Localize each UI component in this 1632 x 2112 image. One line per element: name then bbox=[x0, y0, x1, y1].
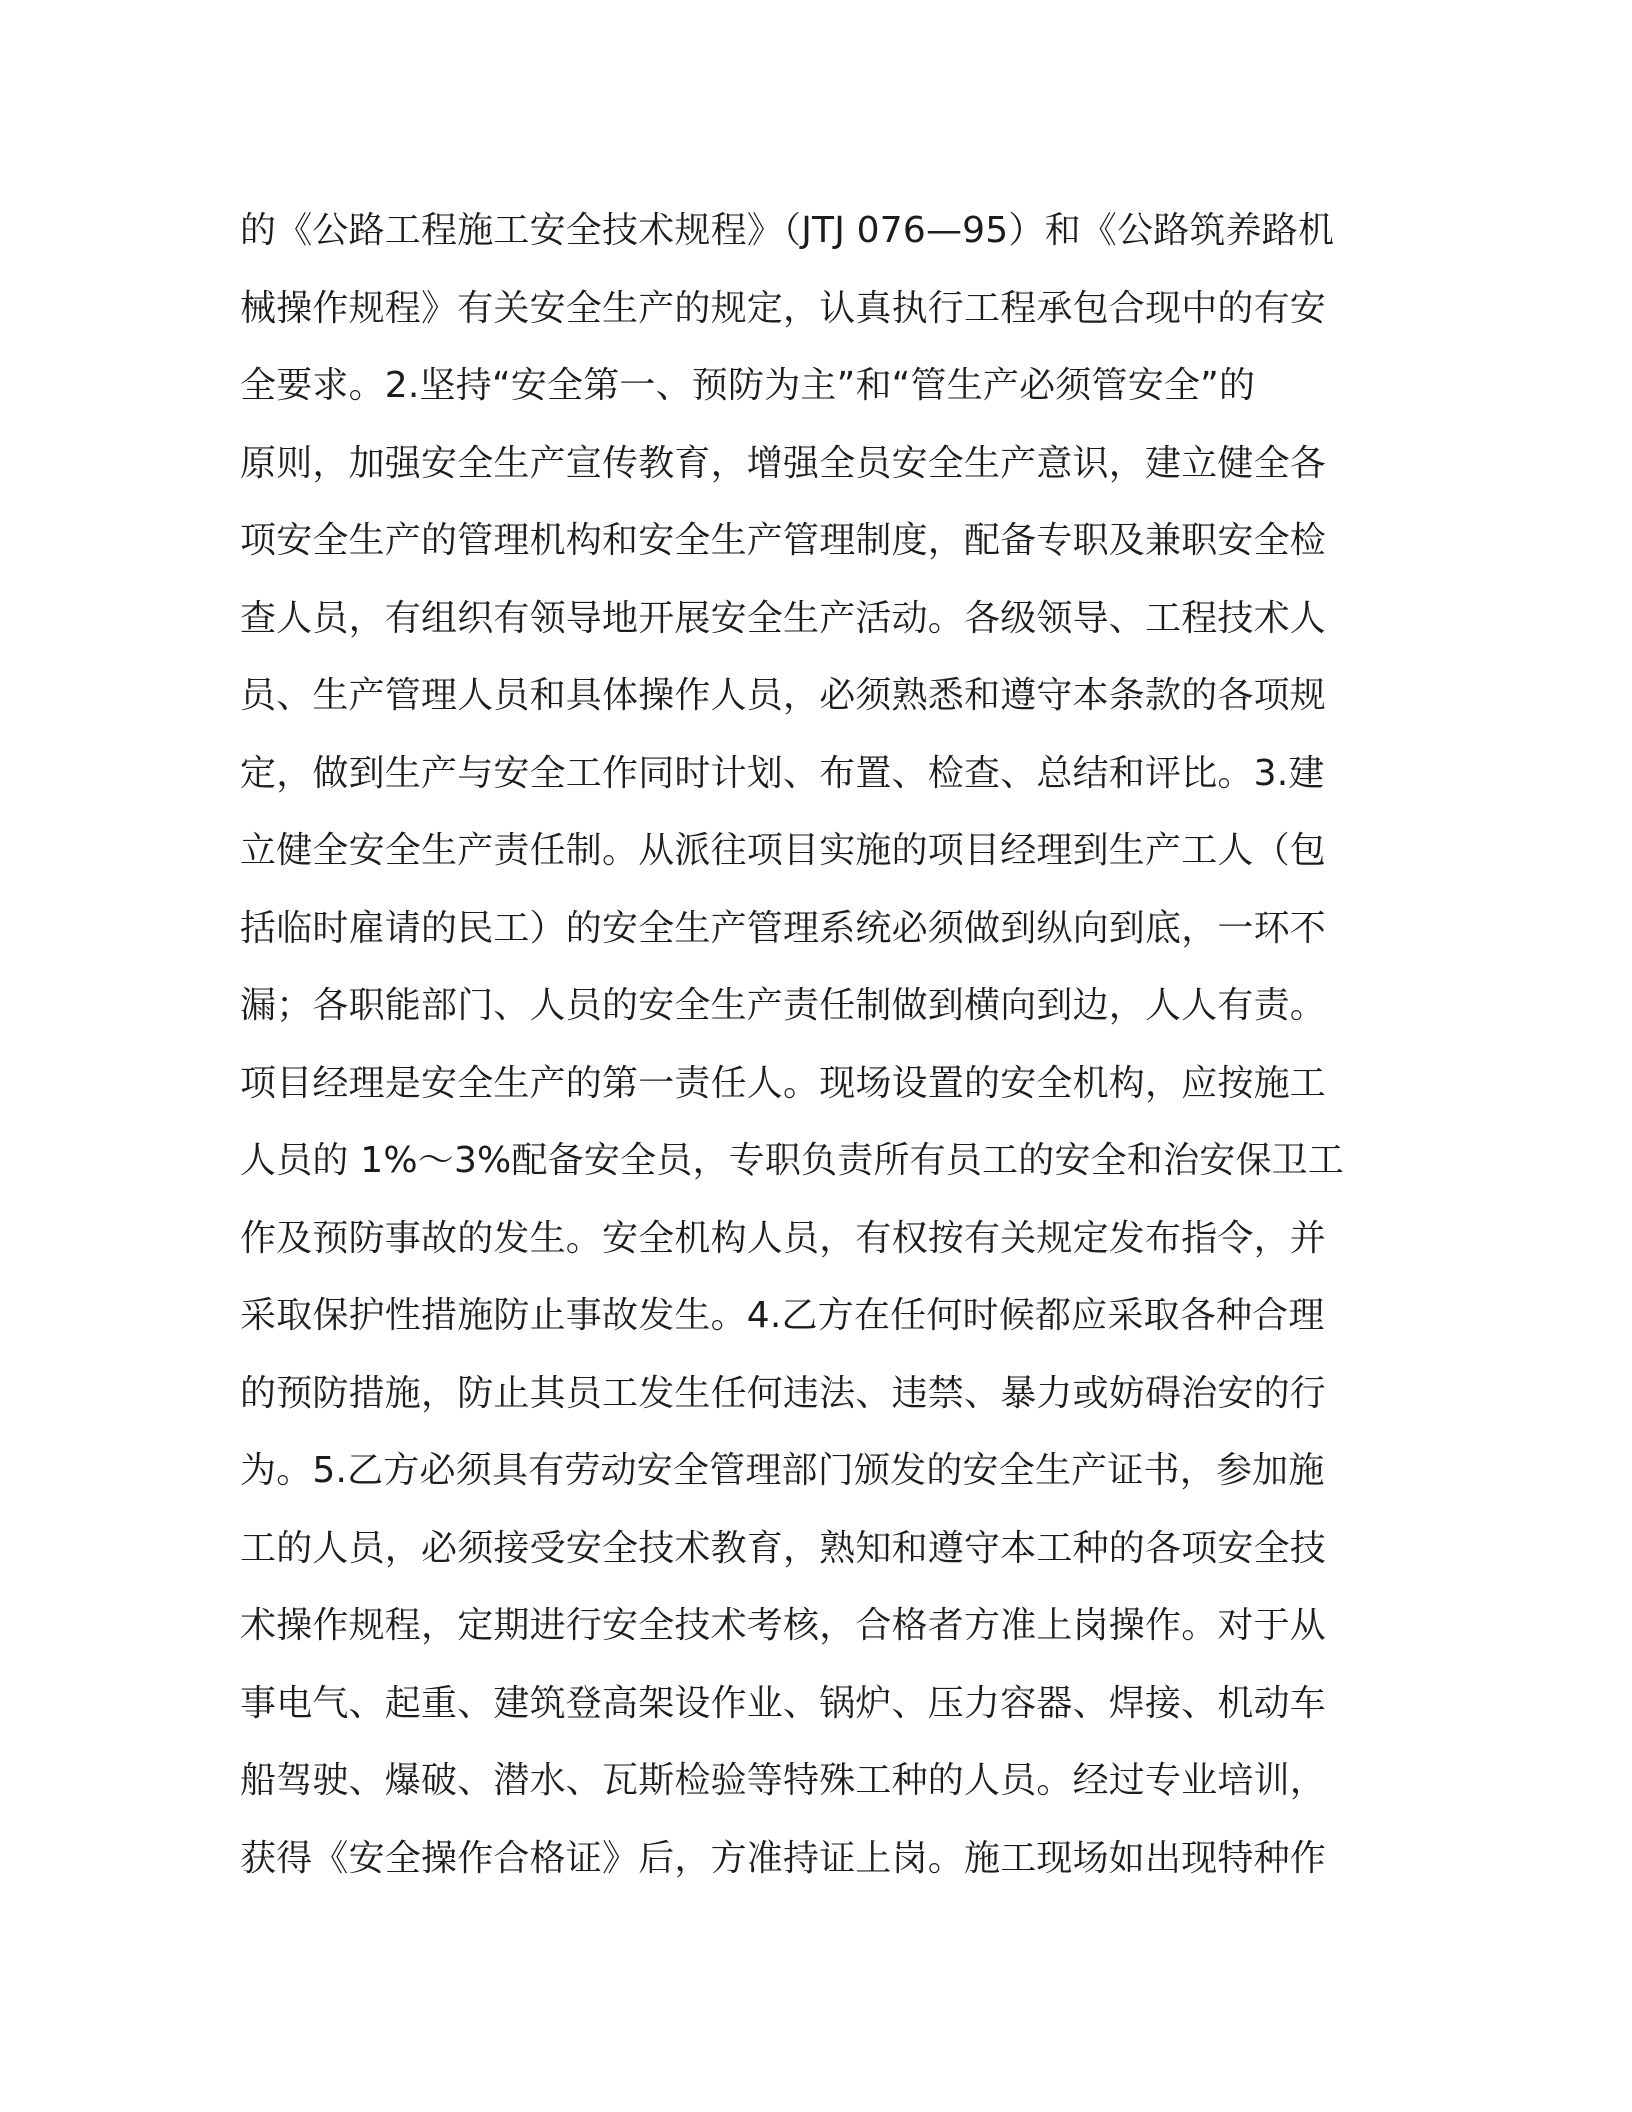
text-line: 事电气、起重、建筑登高架设作业、锅炉、压力容器、焊接、机动车 bbox=[240, 1682, 1327, 1724]
text-line: 项安全生产的管理机构和安全生产管理制度，配备专职及兼职安全检 bbox=[240, 520, 1327, 561]
text-line: 械操作规程》有关安全生产的规定，认真执行工程承包合现中的有安 bbox=[240, 287, 1327, 329]
text-line: 工的人员，必须接受安全技术教育，熟知和遵守本工种的各项安全技 bbox=[240, 1527, 1327, 1569]
text-line: 的预防措施，防止其员工发生任何违法、违禁、暴力或妨碍治安的行 bbox=[240, 1372, 1327, 1414]
text-line: 项目经理是安全生产的第一责任人。现场设置的安全机构，应按施工 bbox=[240, 1062, 1327, 1104]
text-line: 采取保护性措施防止事故发生。4.乙方在任何时候都应采取各种合理 bbox=[240, 1295, 1325, 1336]
text-line: 括临时雇请的民工）的安全生产管理系统必须做到纵向到底，一环不 bbox=[240, 907, 1327, 949]
body-text bbox=[240, 192, 1400, 1897]
text-line: 原则，加强安全生产宣传教育，增强全员安全生产意识，建立健全各 bbox=[240, 442, 1327, 484]
text-line: 全要求。2.坚持“安全第一、预防为主”和“管生产必须管安全”的 bbox=[240, 365, 1256, 406]
text-line: 获得《安全操作合格证》后，方准持证上岗。施工现场如出现特种作 bbox=[240, 1837, 1327, 1879]
text-line: 定，做到生产与安全工作同时计划、布置、检查、总结和评比。3.建 bbox=[240, 752, 1325, 794]
text-line: 员、生产管理人员和具体操作人员，必须熟悉和遵守本条款的各项规 bbox=[240, 675, 1327, 716]
text-line: 为。5.乙方必须具有劳动安全管理部门颁发的安全生产证书，参加施 bbox=[240, 1450, 1325, 1491]
text-line: 查人员，有组织有领导地开展安全生产活动。各级领导、工程技术人 bbox=[240, 597, 1327, 639]
text-line: 的《公路工程施工安全技术规程》（JTJ 076—95）和《公路筑养路机 bbox=[240, 210, 1335, 251]
text-line: 术操作规程，定期进行安全技术考核，合格者方准上岗操作。对于从 bbox=[240, 1605, 1327, 1646]
text-line: 作及预防事故的发生。安全机构人员，有权按有关规定发布指令，并 bbox=[240, 1217, 1327, 1259]
text-line: 漏；各职能部门、人员的安全生产责任制做到横向到边，人人有责。 bbox=[240, 985, 1327, 1026]
text-line: 船驾驶、爆破、潜水、瓦斯检验等特殊工种的人员。经过专业培训， bbox=[240, 1760, 1327, 1801]
text-line: 人员的 1%～3%配备安全员，专职负责所有员工的安全和治安保卫工 bbox=[240, 1140, 1345, 1181]
text-line: 立健全安全生产责任制。从派往项目实施的项目经理到生产工人（包 bbox=[240, 830, 1327, 871]
